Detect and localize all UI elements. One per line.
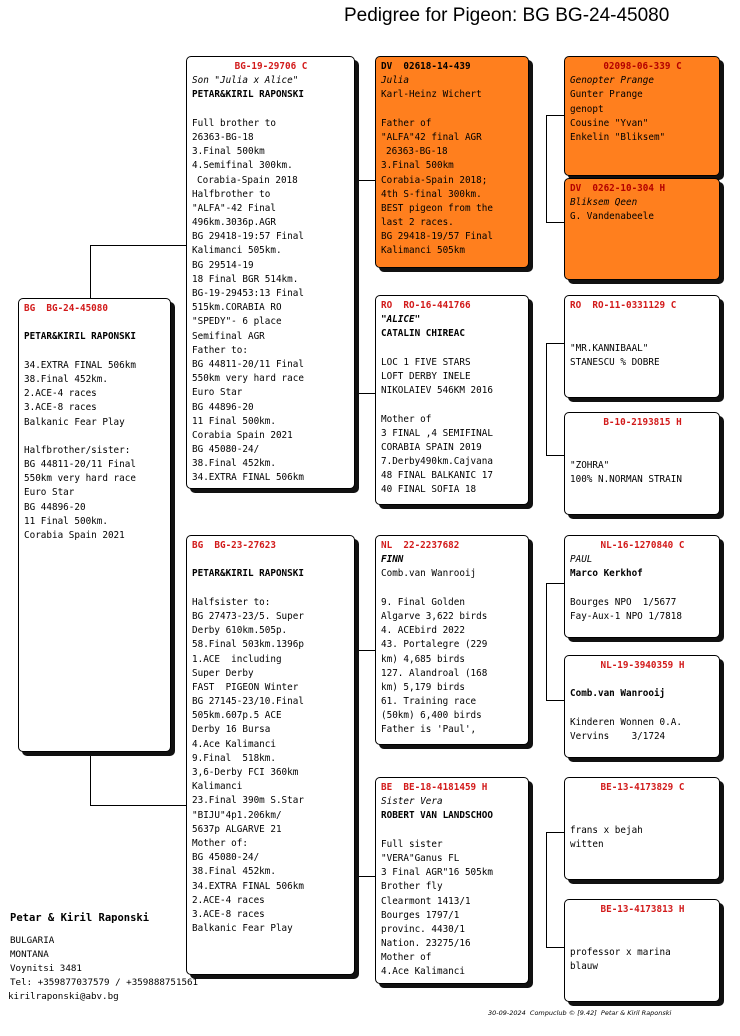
info-line: 40 FINAL SOFIA 18 (381, 484, 477, 496)
info-line: "ZOHRA" (570, 459, 610, 471)
info-line: 18 Final BGR 514km. (192, 273, 299, 285)
info-line: BG-19-29453:13 Final (192, 288, 304, 299)
info-line: 2.ACE-4 races (192, 894, 265, 906)
info-line: G. Vandenabeele (570, 211, 654, 223)
info-line (570, 444, 715, 458)
info-line: Nation. 23275/16 (381, 938, 471, 950)
breeder-region: MONTANA (10, 949, 49, 960)
info-line: 3.Final 500km (381, 160, 454, 172)
info-line: Bourges NPO 1/5677 (570, 596, 677, 608)
connector-line (546, 700, 564, 701)
info-line: Halfbrother to (192, 188, 271, 200)
dam-card (186, 535, 355, 975)
connector-line (546, 343, 547, 455)
ring-number: DV 02618-14-439 (381, 61, 471, 72)
connector-line (355, 180, 356, 393)
info-line: 34.EXTRA FINAL 506km (192, 472, 304, 484)
connector-line (355, 393, 375, 394)
ring-number: BG-19-29706 C (234, 61, 308, 72)
info-line: (50km) 6,400 birds (381, 710, 482, 722)
dam-dam-card (375, 777, 529, 984)
ring-number: B-10-2193815 H (603, 417, 682, 428)
info-line: 34.EXTRA FINAL 506km (24, 359, 136, 371)
owner-name: PETAR&KIRIL RAPONSKI (192, 568, 304, 580)
info-line: LOFT DERBY INELE (381, 370, 471, 382)
owner-name: Comb.van Wanrooij (570, 688, 666, 700)
info-line: Corabia Spain 2021 (24, 530, 125, 541)
dam-dam-sire-card (564, 777, 720, 880)
info-line (570, 582, 715, 596)
info-line: Father to: (192, 344, 248, 356)
info-line: BG 27473-23/5. Super (192, 610, 304, 622)
info-line: BG 44811-20/11 Final (24, 459, 136, 471)
info-line: "BIJU"4p1.206km/ (192, 809, 282, 821)
connector-line (546, 832, 564, 833)
info-line: "ALFA"42 final AGR (381, 131, 482, 143)
pigeon-name: Sister Vera (381, 796, 443, 808)
info-line: Corabia-Spain 2018 (197, 174, 298, 186)
info-line (570, 327, 715, 341)
info-line: km) 4,685 birds (381, 653, 465, 665)
sire-card (186, 56, 355, 489)
info-line: 4.Ace Kalimanci (381, 966, 465, 978)
ring-number: 02098-06-339 C (603, 61, 682, 72)
info-line: Father of (381, 117, 432, 129)
owner-name: Karl-Heinz Wichert (381, 89, 482, 101)
info-line: 3.Final 500km (192, 146, 265, 158)
ring-number: BE-13-4173813 H (600, 904, 685, 915)
info-line: Vervins 3/1724 (570, 730, 666, 742)
info-line: Clearmont 1413/1 (381, 895, 471, 907)
ring-number: NL 22-2237682 (381, 540, 460, 551)
ring-number: DV 0262-10-304 H (570, 183, 666, 194)
connector-line (546, 832, 547, 947)
info-line: BEST pigeon from the (381, 202, 493, 214)
breeder-country: BULGARIA (10, 935, 55, 946)
info-line: 2.ACE-4 races (24, 388, 97, 400)
info-line: Full sister (381, 838, 443, 850)
connector-line (546, 455, 564, 456)
connector-line (546, 115, 547, 222)
info-line: 100% N.NORMAN STRAIN (570, 473, 682, 485)
info-line: 496km.3036p.AGR (192, 217, 276, 229)
info-line: 11 Final 500km. (192, 415, 276, 427)
connector-line (90, 752, 91, 805)
info-line: Derby 610km.505p. (192, 625, 288, 637)
info-line: 38.Final 452km. (24, 373, 108, 385)
info-line: Halfsister to: (192, 596, 271, 608)
info-line: Mother of (381, 413, 432, 425)
info-line: Kalimanci (192, 781, 243, 793)
sire-sire-sire-card (564, 56, 720, 176)
info-line: "VERA"Ganus FL (381, 852, 460, 864)
info-line: BG 45080-24/ (192, 444, 260, 456)
info-line: Semifinal AGR (192, 330, 265, 342)
ring-number: RO RO-16-441766 (381, 300, 471, 311)
info-line: 3,6-Derby FCI 360km (192, 767, 299, 778)
info-line: BG 44896-20 (192, 401, 254, 413)
info-line: 550km very hard race (192, 373, 304, 385)
info-line (570, 430, 715, 444)
connector-line (546, 583, 547, 700)
connector-line (546, 343, 564, 344)
info-line: 7.Derby490km.Cajvana (381, 456, 493, 468)
dam-sire-sire-card (564, 535, 720, 638)
info-line: 26363-BG-18 (192, 131, 254, 143)
info-line: 61. Training race (381, 696, 477, 708)
info-line: 550km very hard race (24, 473, 136, 485)
info-line: 127. Alandroal (168 (381, 667, 488, 679)
info-line: Kinderen Wonnen 0.A. (570, 716, 682, 728)
info-line: Super Derby (192, 667, 254, 679)
info-line (570, 313, 715, 327)
info-line: BG 44896-20 (24, 501, 86, 513)
connector-line (355, 180, 375, 181)
info-line: 3.ACE-8 races (192, 908, 265, 920)
info-line: 23.Final 390m S.Star (192, 795, 304, 807)
info-line: BG 29418-19:57 Final (192, 231, 304, 243)
info-line: "ALFA"-42 Final (192, 202, 276, 214)
breeder-email: kirilraponski@abv.bg (8, 991, 119, 1002)
info-line: 515km.CORABIA RO (192, 302, 282, 314)
info-line: Brother fly (381, 881, 443, 893)
subject-card (18, 298, 171, 752)
info-line: Full brother to (192, 117, 276, 129)
info-line (570, 702, 715, 716)
info-line: Corabia Spain 2021 (192, 429, 293, 441)
info-line: 3 Final AGR"16 505km (381, 867, 493, 879)
info-line: km) 5,179 birds (381, 681, 465, 693)
connector-line (90, 805, 186, 806)
info-line: NIKOLAIEV 546KM 2016 (381, 385, 493, 397)
info-line (24, 430, 166, 444)
connector-line (90, 245, 91, 298)
info-line: Derby 16 Bursa (192, 724, 271, 736)
info-line (570, 931, 715, 945)
ring-number: BE BE-18-4181459 H (381, 782, 488, 793)
info-line: 4. ACEbird 2022 (381, 625, 465, 637)
info-line: 48 FINAL BALKANIC 17 (381, 470, 493, 482)
info-line: 26363-BG-18 (386, 146, 448, 158)
ring-number: BE-13-4173829 C (600, 782, 685, 793)
sire-sire-card (375, 56, 529, 268)
info-line: blauw (570, 960, 598, 972)
pigeon-name: Genopter Prange (570, 75, 654, 87)
info-line: 11 Final 500km. (24, 515, 108, 527)
connector-line (355, 650, 356, 876)
connector-line (546, 222, 564, 223)
info-line: Euro Star (192, 387, 243, 399)
pigeon-name: FINN (381, 554, 404, 566)
connector-line (90, 245, 186, 246)
dam-sire-dam-card (564, 655, 720, 758)
info-line: provinc. 4430/1 (381, 923, 465, 935)
connector-line (355, 650, 375, 651)
dam-sire-card (375, 535, 529, 745)
info-line: Fay-Aux-1 NPO 1/7818 (570, 610, 682, 622)
info-line: Bourges 1797/1 (381, 909, 460, 921)
info-line: 4.Semifinal 300km. (192, 160, 293, 172)
info-line: BG 44811-20/11 Final (192, 358, 304, 370)
ring-number: RO RO-11-0331129 C (570, 300, 677, 311)
owner-name: ROBERT VAN LANDSCHOO (381, 810, 493, 822)
sire-dam-dam-card (564, 412, 720, 515)
info-line: Algarve 3,622 birds (381, 610, 488, 622)
info-line: 9. Final Golden (381, 596, 465, 608)
info-line: 38.Final 452km. (192, 866, 276, 878)
dam-dam-dam-card (564, 899, 720, 1002)
info-line: BG 29418-19/57 Final (381, 231, 493, 243)
info-line: BG 27145-23/10.Final (192, 696, 304, 708)
info-line: witten (570, 838, 604, 850)
pigeon-name: Bliksem Qeen (570, 197, 638, 209)
info-line: Cousine "Yvan" (570, 117, 649, 129)
info-line: Gunter Prange (570, 89, 643, 101)
page-title: Pedigree for Pigeon: BG BG-24-45080 (344, 5, 670, 26)
info-line: frans x bejah (570, 824, 643, 836)
info-line: 9.Final 518km. (192, 752, 276, 764)
sire-dam-sire-card (564, 295, 720, 398)
pigeon-name: PAUL (570, 554, 593, 566)
info-line: last 2 races. (381, 217, 454, 229)
info-line (570, 917, 715, 931)
breeder-name: Petar & Kiril Raponski (10, 912, 150, 924)
info-line: 1.ACE including (192, 653, 282, 665)
breeder-address: Voynitsi 3481 (10, 963, 82, 974)
info-line: Kalimanci 505km. (192, 245, 282, 257)
connector-line (355, 876, 375, 877)
ring-number: NL-16-1270840 C (600, 540, 685, 551)
pigeon-name: Son "Julia x Alice" (192, 75, 299, 87)
owner-name: Marco Kerkhof (570, 568, 643, 580)
info-line: Mother of (381, 952, 432, 964)
info-line: Mother of: (192, 837, 248, 849)
ring-number: BG BG-23-27623 (192, 540, 276, 551)
owner-name: PETAR&KIRIL RAPONSKI (192, 89, 304, 101)
footer-credit: 30-09-2024 Compuclub © [9.42] Petar & Kiril Raponski (488, 1009, 672, 1017)
info-line: LOC 1 FIVE STARS (381, 356, 471, 368)
info-line: "SPEDY"- 6 place (192, 316, 282, 328)
breeder-phone: Tel: +359877037579 / +359888751561 (10, 977, 199, 988)
info-line: Father is 'Paul', (381, 724, 477, 736)
owner-name: CATALIN CHIREAC (381, 328, 465, 340)
info-line: Balkanic Fear Play (24, 416, 125, 428)
info-line: Euro Star (24, 487, 75, 499)
info-line: 3 FINAL ,4 SEMIFINAL (381, 427, 493, 439)
info-line: BG 45080-24/ (192, 852, 260, 864)
info-line: STANESCU % DOBRE (570, 356, 660, 368)
info-line: 38.Final 452km. (192, 458, 276, 470)
sire-sire-dam-card (564, 178, 720, 280)
info-line: Corabia-Spain 2018; (381, 174, 488, 186)
info-line: Halfbrother/sister: (24, 444, 131, 456)
info-line: FAST PIGEON Winter (192, 681, 299, 693)
sire-dam-card (375, 295, 529, 505)
pigeon-name: Julia (381, 75, 409, 87)
info-line: 34.EXTRA FINAL 506km (192, 880, 304, 892)
info-line: 4.Ace Kalimanci (192, 738, 276, 750)
ring-number: BG BG-24-45080 (24, 303, 108, 314)
info-line: Enkelin "Bliksem" (570, 131, 666, 143)
owner-name: PETAR&KIRIL RAPONSKI (24, 331, 136, 343)
info-line: 505km.607p.5 ACE (192, 710, 282, 722)
info-line: CORABIA SPAIN 2019 (381, 441, 482, 453)
info-line (381, 398, 524, 412)
connector-line (546, 583, 564, 584)
owner-name: Comb.van Wanrooij (381, 568, 477, 580)
info-line: 43. Portalegre (229 (381, 639, 488, 651)
info-line: professor x marina (570, 946, 671, 958)
info-line: BG 29514-19 (192, 259, 254, 271)
info-line: 5637p ALGARVE 21 (192, 823, 282, 835)
connector-line (546, 947, 564, 948)
info-line: Balkanic Fear Play (192, 923, 293, 935)
info-line: Kalimanci 505km (381, 245, 465, 257)
info-line: "MR.KANNIBAAL" (570, 342, 649, 354)
info-line: 4th S-final 300km. (381, 188, 482, 200)
info-line (570, 809, 715, 823)
info-line: 3.ACE-8 races (24, 402, 97, 414)
connector-line (546, 115, 564, 116)
breeder-info (10, 910, 198, 1004)
pigeon-name: "ALICE" (381, 314, 421, 326)
ring-number: NL-19-3940359 H (600, 660, 685, 671)
info-line: genopt (570, 103, 604, 115)
info-line: 58.Final 503km.1396p (192, 639, 304, 651)
